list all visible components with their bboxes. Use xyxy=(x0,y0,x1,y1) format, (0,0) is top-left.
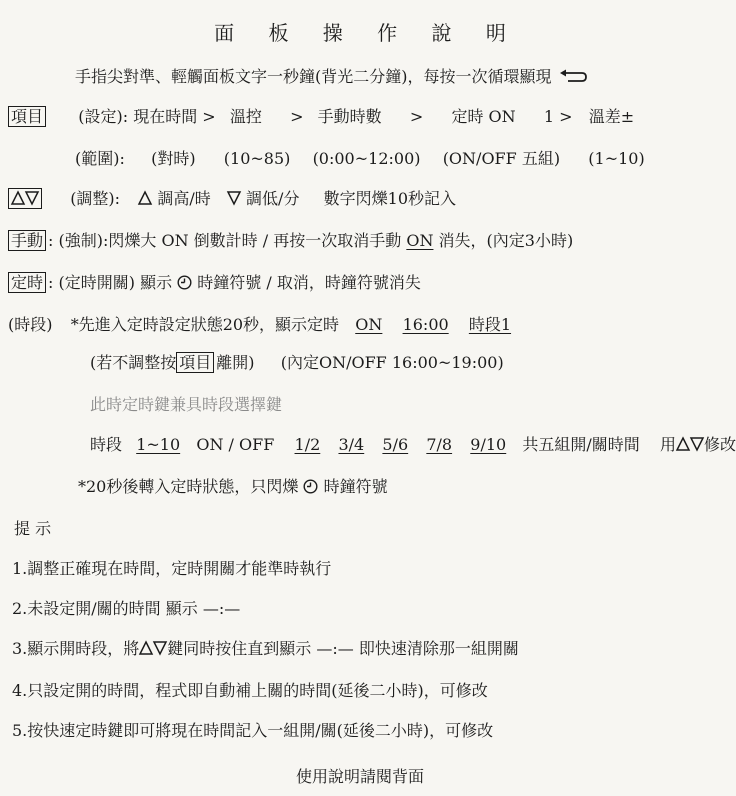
slot-5: 7/8 xyxy=(426,435,453,454)
range-2: (0:00~12:00) xyxy=(312,149,421,168)
auto-text-tail: 時鐘符號 xyxy=(323,477,388,496)
tip-2: 2.未設定開/關的時間 顯示 —:— xyxy=(12,599,241,618)
seq-3: 手動時數 xyxy=(317,107,382,126)
range-0: (對時) xyxy=(151,149,196,168)
seq-4: > xyxy=(409,107,424,126)
timer-text-tail: 時鐘符號 / 取消，時鐘符號消失 xyxy=(197,273,421,292)
period-slot: 時段1 xyxy=(468,315,512,334)
slots-use: 用 xyxy=(660,435,677,454)
slot-2: 1/2 xyxy=(294,435,321,454)
tip-5: 5.按快速定時鍵即可將現在時間記入一組開/關(延後二小時)，可修改 xyxy=(12,721,494,740)
triangle-down-icon xyxy=(227,191,241,205)
slots-label: 時段 xyxy=(90,435,123,454)
footer-note: 使用說明請閱背面 xyxy=(295,767,424,786)
seq-6: 1 > xyxy=(543,107,573,126)
adjust-row xyxy=(8,188,456,210)
slot-0: 1~10 xyxy=(136,435,181,454)
period-row xyxy=(8,314,511,336)
default-text-b: 離開) xyxy=(216,353,255,372)
slot-6: 9/10 xyxy=(470,435,507,454)
manual-key[interactable]: 手動 xyxy=(8,230,46,251)
clock-icon xyxy=(177,275,192,290)
manual-on: ON xyxy=(406,231,434,250)
seq-0: 現在時間 > xyxy=(133,107,216,126)
seq-5: 定時 ON xyxy=(451,107,516,126)
range-row xyxy=(75,148,645,170)
timer-text: : (定時開關) 顯示 xyxy=(48,273,173,292)
timer-row xyxy=(8,272,421,294)
triangle-up-icon xyxy=(11,191,25,205)
setting-row xyxy=(8,106,634,128)
slot-1: ON / OFF xyxy=(196,435,275,454)
triangle-down-icon xyxy=(25,191,39,205)
item-key-inline[interactable]: 項目 xyxy=(176,352,214,373)
range-4: (1~10) xyxy=(588,149,645,168)
range-label: (範圍): xyxy=(75,149,125,168)
manual-row xyxy=(8,230,573,252)
slot-4: 5/6 xyxy=(382,435,409,454)
slots-modify: 修改 xyxy=(704,435,736,454)
range-1: (10~85) xyxy=(223,149,291,168)
up-down-key[interactable] xyxy=(8,188,42,209)
period-text: *先進入定時設定狀態20秒，顯示定時 xyxy=(70,315,340,334)
period-on: ON xyxy=(355,315,383,334)
tip-3-tail: 鍵同時按住直到顯示 —:— 即快速清除那一組開關 xyxy=(167,639,519,658)
triangle-down-icon xyxy=(153,641,167,655)
period-label: (時段) xyxy=(8,315,53,334)
tip-3-text: 3.顯示開時段，將 xyxy=(12,639,140,658)
slots-text: 共五組開/關時間 xyxy=(522,435,640,454)
seq-7: 溫差± xyxy=(588,107,635,126)
triangle-up-icon xyxy=(138,191,152,205)
tip-1: 1.調整正確現在時間，定時開關才能準時執行 xyxy=(12,559,332,578)
default-range: (內定ON/OFF 16:00~19:00) xyxy=(280,353,504,372)
clock-icon xyxy=(303,479,318,494)
seq-2: > xyxy=(290,107,304,126)
manual-text-tail: 消失，(內定3小時) xyxy=(438,231,574,250)
adjust-label: (調整): xyxy=(70,189,121,208)
seq-1: 溫控 xyxy=(229,107,262,126)
slot-3: 3/4 xyxy=(338,435,365,454)
page-title: 面 板 操 作 說 明 xyxy=(214,21,520,45)
manual-text: : (強制):閃爍大 ON 倒數計時 / 再按一次取消手動 xyxy=(48,231,402,250)
timer-key[interactable]: 定時 xyxy=(8,272,46,293)
default-row xyxy=(90,352,504,374)
item-key[interactable]: 項目 xyxy=(8,106,46,127)
adjust-note: 數字閃爍10秒記入 xyxy=(323,189,457,208)
period-key-note: 此時定時鍵兼具時段選擇鍵 xyxy=(90,395,283,414)
default-text-a: (若不調整按 xyxy=(90,353,177,372)
period-time: 16:00 xyxy=(402,315,449,334)
tip-3 xyxy=(12,638,519,660)
down-text: 調低/分 xyxy=(246,189,300,208)
triangle-down-icon xyxy=(690,437,704,451)
up-text: 調高/時 xyxy=(157,189,211,208)
intro-text: 手指尖對準、輕觸面板文字一秒鐘(背光二分鐘)，每按一次循環顯現 xyxy=(75,67,552,86)
auto-text: *20秒後轉入定時狀態，只閃爍 xyxy=(78,477,299,496)
triangle-up-icon xyxy=(139,641,153,655)
auto-row xyxy=(78,476,388,498)
return-arrow-icon xyxy=(558,69,588,83)
triangle-up-icon xyxy=(676,437,690,451)
slots-row xyxy=(90,434,736,456)
setting-label: (設定): xyxy=(78,107,129,126)
tip-4: 4.只設定開的時間，程式即自動補上關的時間(延後二小時)，可修改 xyxy=(12,681,488,700)
intro-line xyxy=(75,66,588,88)
range-3: (ON/OFF 五組) xyxy=(442,149,561,168)
tips-heading: 提 示 xyxy=(14,519,52,538)
